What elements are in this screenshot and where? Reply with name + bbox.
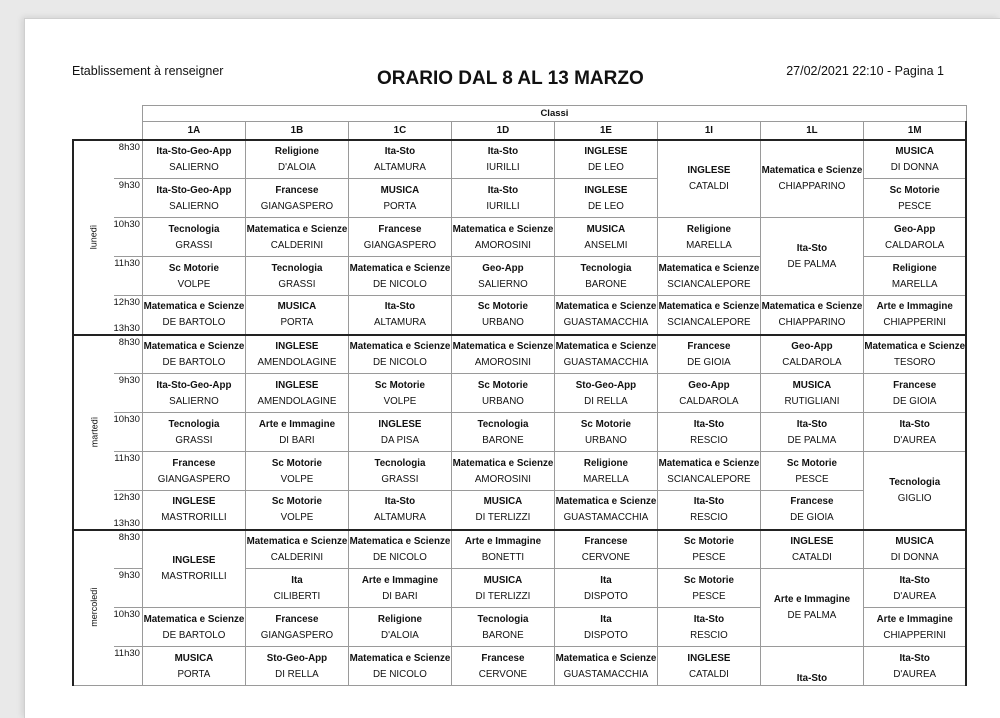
lesson-cell: Francese CERVONE [554,530,657,569]
lesson-cell: Ita-Sto DE PALMA [760,413,863,452]
lesson-cell: Sc Motorie URBANO [451,374,554,413]
lesson-cell: MUSICA PORTA [142,647,245,686]
classes-group-header: Classi [142,106,966,122]
class-header: 1C [348,122,451,140]
time-label: 9h30 [114,179,143,218]
table-row [73,491,966,530]
corner-blank [73,122,142,140]
lesson-cell: Matematica e Scienze DE NICOLO [348,257,451,296]
lesson-cell: Geo-App CALDAROLA [863,218,966,257]
lesson-cell: Matematica e Scienze SCIANCALEPORE [657,296,760,335]
lesson-cell: Matematica e Scienze AMOROSINI [451,218,554,257]
lesson-cell: Ita-Sto [760,647,863,686]
lesson-cell: MUSICA ANSELMI [554,218,657,257]
class-header: 1E [554,122,657,140]
lesson-cell: Arte e Immagine CHIAPPERINI [863,608,966,647]
lesson-cell: Ita-Sto ALTAMURA [348,140,451,179]
lesson-cell: Sc Motorie VOLPE [348,374,451,413]
lesson-cell: Tecnologia GRASSI [142,413,245,452]
time-label: 9h30 [114,569,143,608]
lesson-cell: Sto-Geo-App DI RELLA [554,374,657,413]
time-label: 12h30 13h30 [114,296,143,335]
lesson-cell: MUSICA DI DONNA [863,140,966,179]
lesson-cell: MUSICA DI DONNA [863,530,966,569]
table-row [73,413,966,452]
lesson-cell: INGLESE CATALDI [657,647,760,686]
lesson-cell: Matematica e Scienze CHIAPPARINO [760,296,863,335]
lesson-cell: Ita CILIBERTI [245,569,348,608]
day-label: mercoledì [73,530,114,686]
class-header: 1D [451,122,554,140]
lesson-cell: Religione MARELLA [657,218,760,257]
day-label: lunedì [73,140,114,335]
lesson-cell: Ita-Sto IURILLI [451,140,554,179]
lesson-cell: Sto-Geo-App DI RELLA [245,647,348,686]
lesson-cell: Ita-Sto D'AUREA [863,647,966,686]
lesson-cell: Sc Motorie PESCE [657,569,760,608]
lesson-cell: Matematica e Scienze AMOROSINI [451,335,554,374]
lesson-cell: Francese GIANGASPERO [348,218,451,257]
lesson-cell: Ita-Sto-Geo-App SALIERNO [142,140,245,179]
lesson-cell: Matematica e Scienze CALDERINI [245,218,348,257]
lesson-cell: Sc Motorie VOLPE [245,452,348,491]
lesson-cell: Ita-Sto DE PALMA [760,218,863,296]
lesson-cell: Religione MARELLA [863,257,966,296]
lesson-cell: Tecnologia BARONE [451,413,554,452]
lesson-cell: Tecnologia GIGLIO [863,452,966,530]
lesson-cell: INGLESE DE LEO [554,179,657,218]
lesson-cell: MUSICA RUTIGLIANI [760,374,863,413]
lesson-cell: Ita-Sto-Geo-App SALIERNO [142,179,245,218]
table-row [73,647,966,686]
lesson-cell: Sc Motorie VOLPE [142,257,245,296]
table-row [73,530,966,569]
lesson-cell: Matematica e Scienze DE NICOLO [348,335,451,374]
lesson-cell: Francese DE GIOIA [760,491,863,530]
document-page [24,18,1000,718]
time-label: 10h30 [114,413,143,452]
lesson-cell: Geo-App CALDAROLA [657,374,760,413]
lesson-cell: Arte e Immagine DI BARI [348,569,451,608]
time-label: 11h30 [114,257,143,296]
corner-blank [73,106,142,122]
class-header: 1A [142,122,245,140]
class-header: 1I [657,122,760,140]
lesson-cell: MUSICA DI TERLIZZI [451,491,554,530]
lesson-cell: Sc Motorie URBANO [451,296,554,335]
lesson-cell: Matematica e Scienze DE BARTOLO [142,296,245,335]
time-label: 10h30 [114,608,143,647]
lesson-cell: Matematica e Scienze CHIAPPARINO [760,140,863,218]
lesson-cell: Matematica e Scienze GUASTAMACCHIA [554,296,657,335]
lesson-cell: MUSICA PORTA [348,179,451,218]
lesson-cell: Matematica e Scienze TESORO [863,335,966,374]
lesson-cell: Matematica e Scienze DE BARTOLO [142,608,245,647]
table-row [73,218,966,257]
lesson-cell: Matematica e Scienze GUASTAMACCHIA [554,647,657,686]
lesson-cell: Tecnologia BARONE [554,257,657,296]
lesson-cell: Religione MARELLA [554,452,657,491]
time-label: 12h30 13h30 [114,491,143,530]
lesson-cell: Ita-Sto ALTAMURA [348,296,451,335]
lesson-cell: Ita-Sto RESCIO [657,491,760,530]
lesson-cell: Matematica e Scienze DE NICOLO [348,530,451,569]
lesson-cell: MUSICA DI TERLIZZI [451,569,554,608]
lesson-cell: Geo-App CALDAROLA [760,335,863,374]
time-label: 8h30 [114,140,143,179]
lesson-cell: Arte e Immagine DI BARI [245,413,348,452]
table-row [73,452,966,491]
lesson-cell: Arte e Immagine CHIAPPERINI [863,296,966,335]
lesson-cell: Geo-App SALIERNO [451,257,554,296]
time-label: 11h30 [114,647,143,686]
class-header: 1B [245,122,348,140]
lesson-cell: Matematica e Scienze GUASTAMACCHIA [554,335,657,374]
lesson-cell: Tecnologia GRASSI [245,257,348,296]
lesson-cell: Matematica e Scienze SCIANCALEPORE [657,257,760,296]
lesson-cell: Francese DE GIOIA [863,374,966,413]
lesson-cell: Tecnologia GRASSI [142,218,245,257]
timetable [72,105,967,686]
lesson-cell: INGLESE DA PISA [348,413,451,452]
lesson-cell: Ita-Sto RESCIO [657,608,760,647]
lesson-cell: Francese GIANGASPERO [142,452,245,491]
time-label: 8h30 [114,335,143,374]
lesson-cell: INGLESE CATALDI [657,140,760,218]
lesson-cell: INGLESE MASTRORILLI [142,530,245,608]
table-row [73,374,966,413]
lesson-cell: Francese DE GIOIA [657,335,760,374]
lesson-cell: Sc Motorie VOLPE [245,491,348,530]
table-row [73,296,966,335]
time-label: 10h30 [114,218,143,257]
lesson-cell: Matematica e Scienze AMOROSINI [451,452,554,491]
lesson-cell: Matematica e Scienze CALDERINI [245,530,348,569]
lesson-cell: Religione D'ALOIA [245,140,348,179]
lesson-cell: Arte e Immagine BONETTI [451,530,554,569]
lesson-cell: Ita-Sto D'AUREA [863,413,966,452]
class-header: 1M [863,122,966,140]
lesson-cell: MUSICA PORTA [245,296,348,335]
lesson-cell: Tecnologia BARONE [451,608,554,647]
lesson-cell: Francese GIANGASPERO [245,179,348,218]
day-label: martedì [73,335,114,530]
lesson-cell: Matematica e Scienze DE BARTOLO [142,335,245,374]
lesson-cell: INGLESE DE LEO [554,140,657,179]
lesson-cell: Ita-Sto D'AUREA [863,569,966,608]
page-title: ORARIO DAL 8 AL 13 MARZO [377,68,644,89]
lesson-cell: Ita-Sto IURILLI [451,179,554,218]
lesson-cell: Sc Motorie URBANO [554,413,657,452]
lesson-cell: INGLESE AMENDOLAGINE [245,374,348,413]
lesson-cell: Ita-Sto-Geo-App SALIERNO [142,374,245,413]
lesson-cell: Arte e Immagine DE PALMA [760,569,863,647]
lesson-cell: Francese CERVONE [451,647,554,686]
table-row [73,335,966,374]
lesson-cell: Matematica e Scienze SCIANCALEPORE [657,452,760,491]
lesson-cell: INGLESE CATALDI [760,530,863,569]
timestamp-page: 27/02/2021 22:10 - Pagina 1 [786,64,944,78]
lesson-cell: INGLESE MASTRORILLI [142,491,245,530]
lesson-cell: Sc Motorie PESCE [863,179,966,218]
lesson-cell: Ita-Sto RESCIO [657,413,760,452]
lesson-cell: Matematica e Scienze DE NICOLO [348,647,451,686]
lesson-cell: Tecnologia GRASSI [348,452,451,491]
lesson-cell: Sc Motorie PESCE [657,530,760,569]
lesson-cell: Sc Motorie PESCE [760,452,863,491]
lesson-cell: Francese GIANGASPERO [245,608,348,647]
time-label: 11h30 [114,452,143,491]
lesson-cell: Matematica e Scienze GUASTAMACCHIA [554,491,657,530]
class-header: 1L [760,122,863,140]
establishment-label: Etablissement à renseigner [72,64,224,78]
lesson-cell: Ita-Sto ALTAMURA [348,491,451,530]
lesson-cell: Ita DISPOTO [554,608,657,647]
time-label: 9h30 [114,374,143,413]
lesson-cell: Ita DISPOTO [554,569,657,608]
time-label: 8h30 [114,530,143,569]
lesson-cell: INGLESE AMENDOLAGINE [245,335,348,374]
lesson-cell: Religione D'ALOIA [348,608,451,647]
table-row [73,140,966,179]
